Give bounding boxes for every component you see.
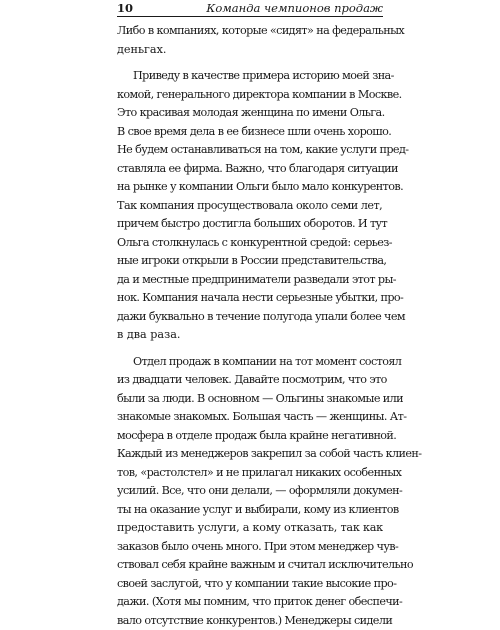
text-line: нок. Компания начала нести серьезные убытки, про- xyxy=(117,289,383,308)
text-line: предоставить услуги, а кому отказать, так как xyxy=(117,519,383,538)
text-line: Ольга столкнулась с конкурентной средой: серьез- xyxy=(117,234,383,253)
text-line: да и местные предприниматели разведали этот ры- xyxy=(117,271,383,290)
text-line: своей заслугой, что у компании такие высокие про- xyxy=(117,575,383,594)
text-line: ные игроки открыли в России представительства, xyxy=(117,252,383,271)
text-line: ствовал себя крайне важным и считал исключительно xyxy=(117,556,383,575)
text-line: в два раза. xyxy=(117,326,383,345)
text-line: мосфера в отделе продаж была крайне негативной. xyxy=(117,427,383,446)
text-line: Так компания просуществовала около семи лет, xyxy=(117,197,383,216)
text-line: заказов было очень много. При этом менеджер чув- xyxy=(117,538,383,557)
text-line: вало отсутствие конкурентов.) Менеджеры сидели xyxy=(117,612,383,630)
text-line: знакомые знакомых. Большая часть — женщины. Ат- xyxy=(117,408,383,427)
text-line: ставляла ее фирма. Важно, что благодаря ситуации xyxy=(117,160,383,179)
paragraph-gap xyxy=(117,59,383,67)
text-line: были за люди. В основном — Ольгины знакомые или xyxy=(117,390,383,409)
text-line: на рынке у компании Ольги было мало конкурентов. xyxy=(117,178,383,197)
body-text xyxy=(117,22,383,630)
text-line: Это красивая молодая женщина по имени Ольга. xyxy=(117,104,383,123)
text-line: Отдел продаж в компании на тот момент состоял xyxy=(117,353,383,372)
text-line: В свое время дела в ее бизнесе шли очень хорошо. xyxy=(117,123,383,142)
paragraph-gap xyxy=(117,345,383,353)
running-header xyxy=(117,0,383,17)
text-line: тов, «растолстел» и не прилагал никаких особенных xyxy=(117,464,383,483)
text-line: Каждый из менеджеров закрепил за собой часть клиен- xyxy=(117,445,383,464)
text-line: деньгах. xyxy=(117,41,383,60)
text-line: дажи. (Хотя мы помним, что приток денег обеспечи- xyxy=(117,593,383,612)
text-line: из двадцати человек. Давайте посмотрим, что это xyxy=(117,371,383,390)
page-number: 10 xyxy=(117,0,133,16)
text-line: дажи буквально в течение полугода упали более чем xyxy=(117,308,383,327)
text-line: Не будем останавливаться на том, какие услуги пред- xyxy=(117,141,383,160)
text-line: причем быстро достигла больших оборотов. И тут xyxy=(117,215,383,234)
running-title: Команда чемпионов продаж xyxy=(206,0,383,16)
text-line: усилий. Все, что они делали, — оформляли докумен- xyxy=(117,482,383,501)
text-line: ты на оказание услуг и выбирали, кому из клиентов xyxy=(117,501,383,520)
text-line: Либо в компаниях, которые «сидят» на федеральных xyxy=(117,22,383,41)
text-line: комой, генерального директора компании в Москве. xyxy=(117,86,383,105)
text-line: Приведу в качестве примера историю моей зна- xyxy=(117,67,383,86)
header-rule xyxy=(117,16,383,17)
